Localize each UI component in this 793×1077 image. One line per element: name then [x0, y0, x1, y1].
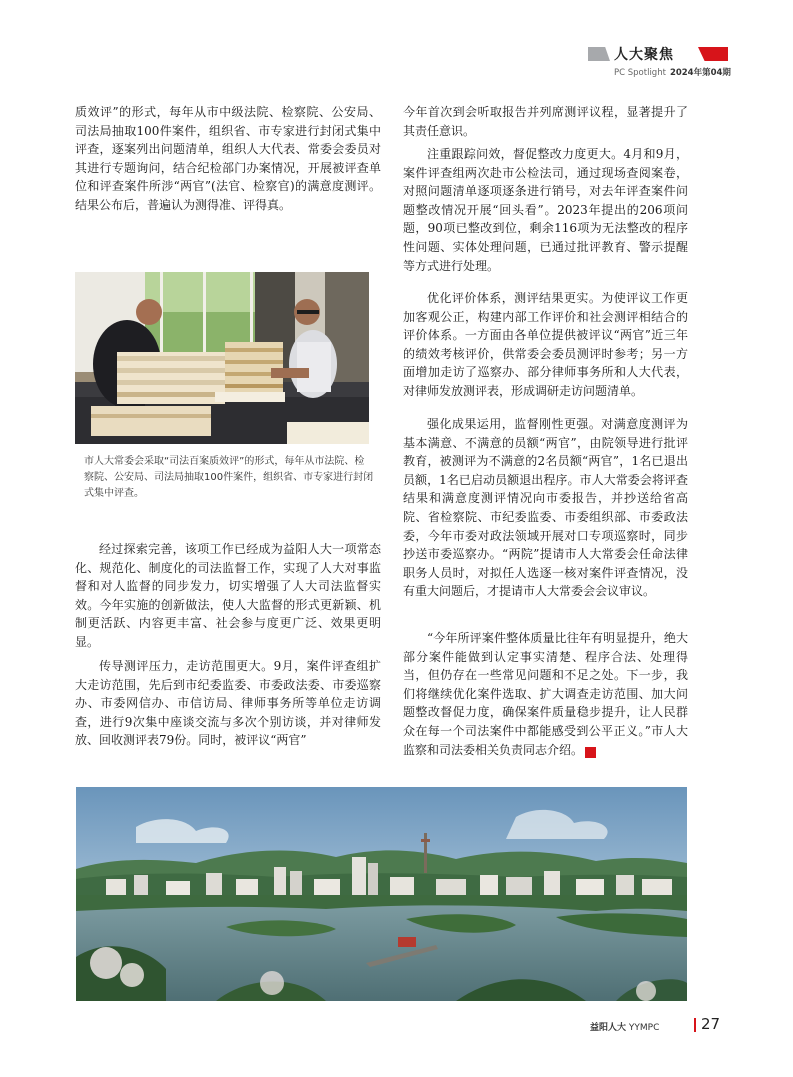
footer-divider-bar [694, 1018, 696, 1032]
footer-magazine-en: YYMPC [628, 1023, 660, 1033]
right-paragraph-4-text: “今年所评案件整体质量比往年有明显提升，绝大部分案件能做到认定事实清楚、程序合法、处理得当，但仍存在一些常见问题和不足之处。下一步，我们将继续优化案件选取、扩大调查走访范围、加大问题整改督促力度，确保案件质量稳步提升，让人民群众在每一个司法案件中都能感受到公平正义。”市人大监察和司法委相关负责同志介绍。 [403, 631, 688, 757]
footer-magazine [590, 1020, 659, 1033]
end-mark-icon: 人 [585, 747, 596, 758]
right-paragraph-3: 强化成果运用，监督刚性更强。对满意度测评为基本满意、不满意的员额“两官”，由院领导进行批评教育，被测评为不满意的2名员额“两官”，1名已退出员额，1名已启动员额退出程序。市人大常委会将评查结果和满意度测评情况向市委报告，并抄送给省高院、省检察院、市纪委监委、市委组织部、市委政法委，今年市委对政法领域开展对口专项巡察时，同步抄送市委巡察办。“两院”提请市人大常委会任命法律职务人员时，对拟任人选逐一核对案件评查情况，没有重大问题后，才提请市人大常委会会议审议。 [403, 417, 688, 599]
right-paragraph-0: 今年首次到会听取报告并列席测评议程，显著提升了其责任意识。 [403, 105, 688, 138]
left-continued-paragraph: 质效评”的形式，每年从市中级法院、检察院、公安局、司法局抽取100件案件，组织省、市专家进行封闭式集中评查，逐案列出问题清单，组织人大代表、常委会委员对其进行专题询问，结合纪检部门办案情况，开展被评查单位和评查案件所涉“两官”(法官、检察官)的满意度测评。结果公布后，普遍认为测得准、评得真。 [75, 105, 381, 212]
left-paragraph-2: 传导测评压力，走访范围更大。9月，案件评查组扩大走访范围，先后到市纪委监委、市委政法委、市委巡察办、市委网信办、市信访局、律师事务所等单位走访调查，进行9次集中座谈交流与多次个别访谈，并对律师发放、回收测评表79份。同时，被评议“两官” [75, 659, 381, 748]
left-paragraph-1: 经过探索完善，该项工作已经成为益阳人大一项常态化、规范化、制度化的司法监督工作，实现了人大对事监督和对人监督的同步发力，切实增强了人大司法监督实效。今年实施的创新做法，使人大监督的形式更新颖、机制更活跃、内容更丰富、社会参与度更广泛、效果更明显。 [75, 542, 381, 649]
section-header [588, 46, 728, 62]
city-lake-illustration [76, 787, 687, 1001]
review-meeting-photo [75, 272, 369, 444]
city-lake-landscape-photo [76, 787, 687, 1001]
page-number: 27 [701, 1015, 721, 1033]
right-paragraph-1: 注重跟踪问效，督促整改力度更大。4月和9月，案件评查组两次赴市公检法司，通过现场查阅案卷，对照问题清单逐项逐条进行销号，对去年评查案件问题整改情况开展“回头看”。2023年提出的206项问题，90项已整改到位，剩余116项为无法整改的程序性问题、实体处理问题，已通过批评教育、警示提醒等方式进行处理。 [403, 147, 688, 273]
right-paragraph-2: 优化评价体系，测评结果更实。为使评议工作更加客观公正，构建内部工作评价和社会测评相结合的评价体系。一方面由各单位提供被评议“两官”近三年的绩效考核评价，供常委会委员测评时参考；另一方面增加走访了巡察办、部分律师事务所和人大代表，对律师发放测评表，形成调研走访问题清单。 [403, 291, 688, 398]
section-title: 人大聚焦 [614, 47, 674, 63]
review-meeting-illustration [75, 272, 369, 444]
photo-caption: 市人大常委会采取“司法百案质效评”的形式，每年从市法院、检察院、公安局、司法局抽取100件案件，组织省、市专家进行封闭式集中评查。 [84, 456, 374, 499]
issue-number: 2024年第04期 [669, 68, 731, 78]
header-subtitle-line [614, 66, 731, 78]
footer-magazine-cn: 益阳人大 [590, 1023, 627, 1033]
header-subtitle: PC Spotlight [614, 68, 666, 78]
right-paragraph-4 [403, 629, 688, 759]
header-grey-tab [588, 47, 610, 61]
header-red-tab [698, 47, 728, 61]
